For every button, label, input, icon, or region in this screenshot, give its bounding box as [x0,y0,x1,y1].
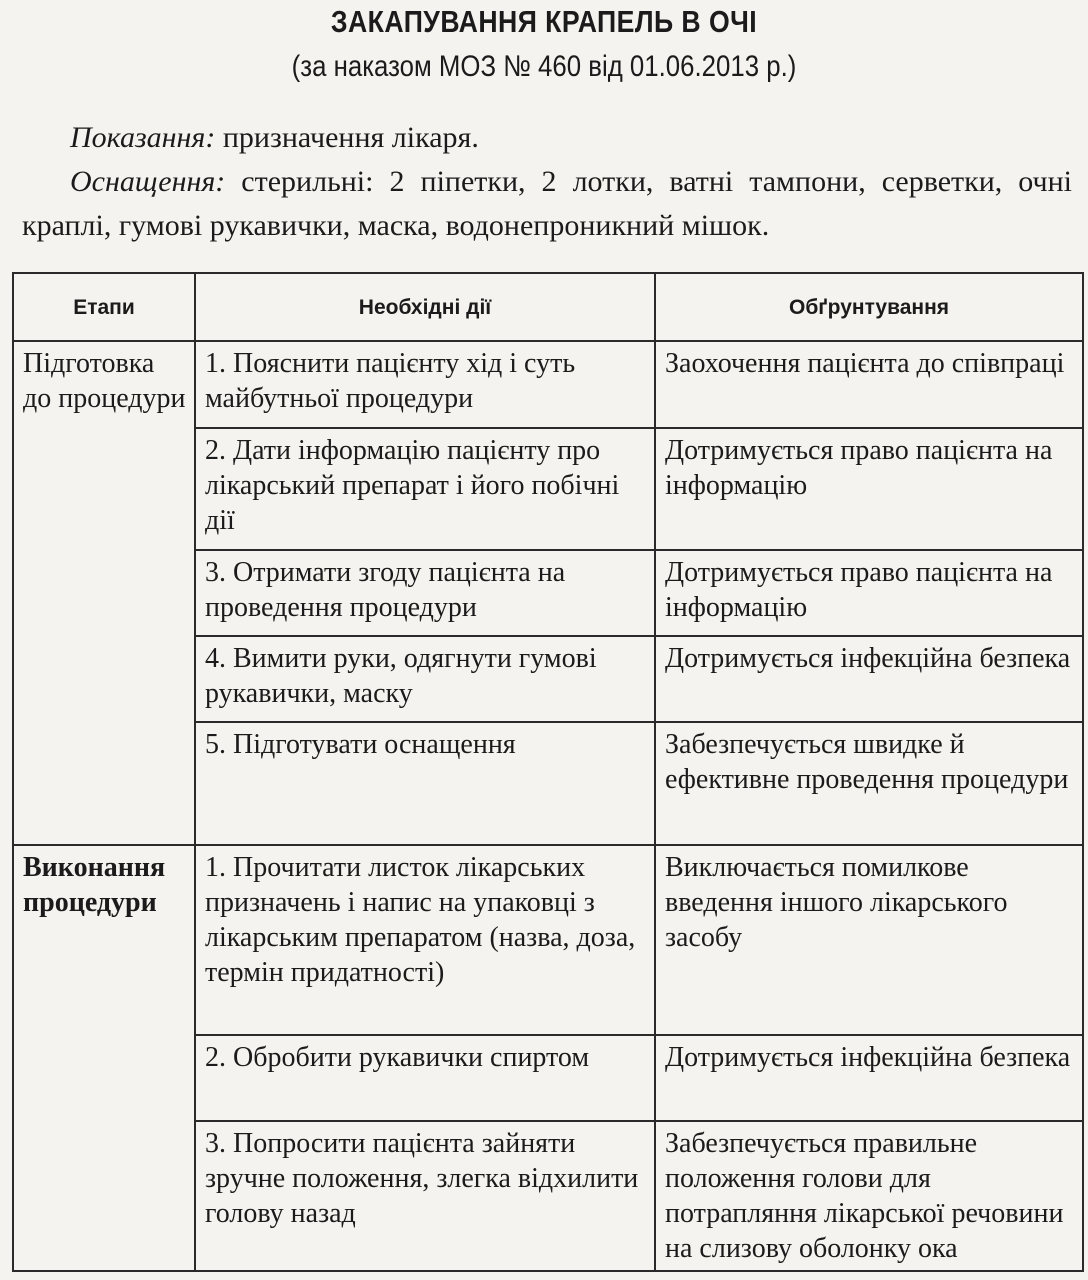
header-justification: Обґрунтування [655,273,1083,341]
stage-execution: Виконання процедури [13,845,195,1271]
justification-cell: Дотримується право пацієнта на інформацію [655,550,1083,636]
justification-cell: Дотримується інфекційна безпека [655,1035,1083,1121]
equipment-label: Оснащення: [70,165,226,198]
action-cell: 3. Попросити пацієнта зайняти зручне положення, злегка відхилити голову назад [195,1121,655,1271]
document-subtitle: (за наказом МОЗ № 460 від 01.06.2013 р.) [291,50,797,83]
indications-paragraph [22,116,1072,160]
indications-text: призначення лікаря. [215,121,479,154]
stage-preparation: Підготовка до процедури [13,341,195,845]
table-header-row [13,273,1083,341]
justification-cell: Заохочення пацієнта до співпраці [655,341,1083,428]
justification-cell: Дотримується інфекційна безпека [655,636,1083,722]
intro-section [22,116,1072,248]
justification-cell: Дотримується право пацієнта на інформацію [655,428,1083,550]
action-cell: 2. Обробити рукавички спиртом [195,1035,655,1121]
equipment-text: стерильні: 2 піпетки, 2 лотки, ватні тампони, серветки, очні краплі, гумові рукавички, маска, водонепроникний мішок. [22,165,1072,242]
equipment-paragraph [22,160,1072,248]
table-row [13,341,1083,428]
table-row [13,845,1083,1035]
header-stages: Етапи [13,273,195,341]
action-cell: 1. Пояснити пацієнту хід і суть майбутньої процедури [195,341,655,428]
indications-label: Показання: [70,121,216,154]
action-cell: 2. Дати інформацію пацієнту про лікарський препарат і його побічні дії [195,428,655,550]
justification-cell: Забезпечується правильне положення голови для потрапляння лікарської речовини на слизову оболонку ока [655,1121,1083,1271]
document-title: ЗАКАПУВАННЯ КРАПЕЛЬ В ОЧІ [330,4,758,39]
action-cell: 1. Прочитати листок лікарських призначень і напис на упаковці з лікарським препаратом (назва, доза, термін придатності) [195,845,655,1035]
action-cell: 4. Вимити руки, одягнути гумові рукавички, маску [195,636,655,722]
header-actions: Необхідні дії [195,273,655,341]
action-cell: 5. Підготувати оснащення [195,722,655,845]
justification-cell: Забезпечується швидке й ефективне проведення процедури [655,722,1083,845]
justification-cell: Виключається помилкове введення іншого лікарського засобу [655,845,1083,1035]
procedure-table [12,272,1084,1272]
action-cell: 3. Отримати згоду пацієнта на проведення процедури [195,550,655,636]
